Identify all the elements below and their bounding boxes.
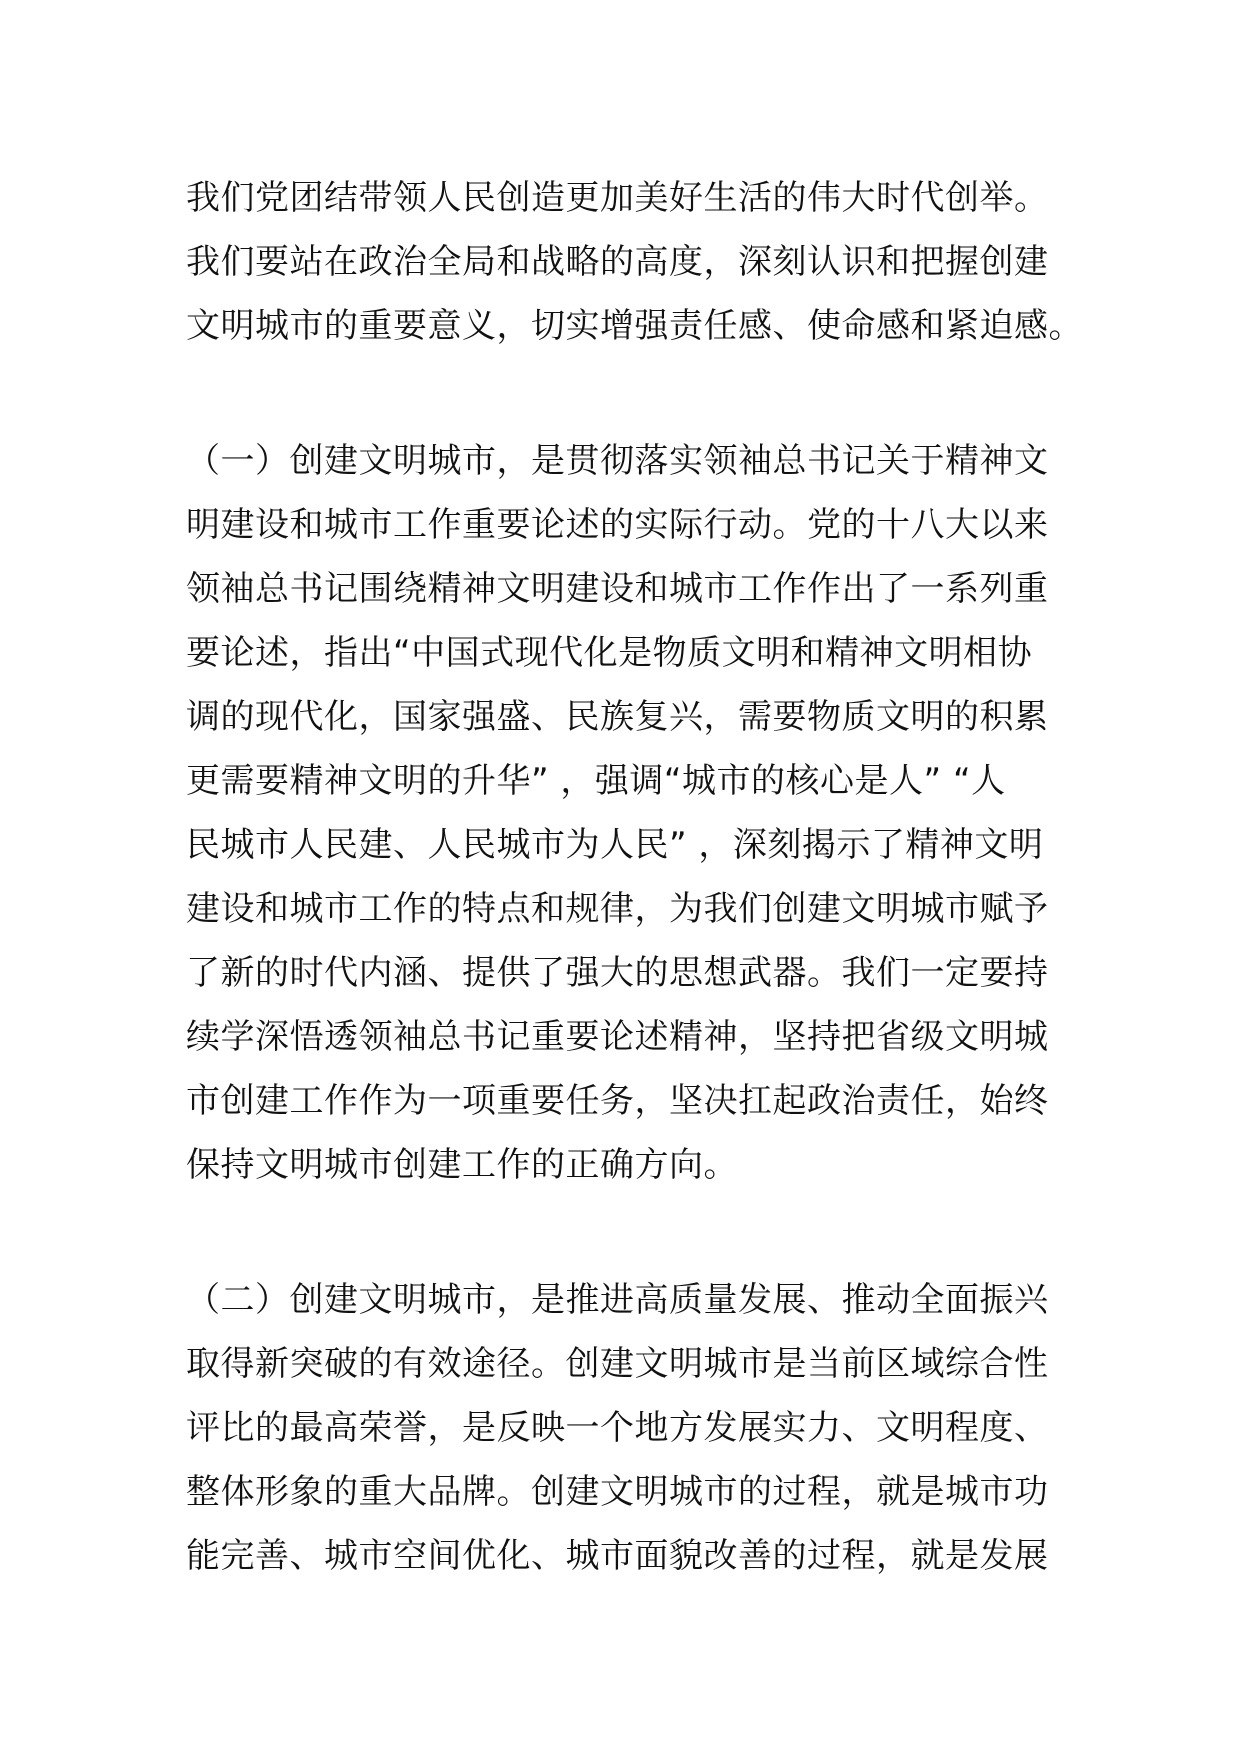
paragraph-gap	[186, 358, 1066, 429]
paragraph-section-1	[186, 429, 1066, 1197]
text-line: 领袖总书记围绕精神文明建设和城市工作作出了一系列重	[186, 569, 1049, 609]
text-line: 明建设和城市工作重要论述的实际行动。党的十八大以来	[186, 505, 1049, 545]
paragraph-gap	[186, 1197, 1066, 1268]
text-line: 能完善、城市空间优化、城市面貌改善的过程，就是发展	[186, 1536, 1049, 1576]
text-line: 评比的最高荣誉，是反映一个地方发展实力、文明程度、	[186, 1408, 1049, 1448]
document-body	[186, 166, 1083, 1588]
text-line: （一）创建文明城市，是贯彻落实领袖总书记关于精神文	[186, 441, 1049, 481]
text-line: （二）创建文明城市，是推进高质量发展、推动全面振兴	[186, 1280, 1049, 1320]
text-line: 续学深悟透领袖总书记重要论述精神，坚持把省级文明城	[186, 1017, 1049, 1057]
text-line: 市创建工作作为一项重要任务，坚决扛起政治责任，始终	[186, 1081, 1049, 1121]
text-line: 更需要精神文明的升华” ，强调“城市的核心是人” “人	[186, 761, 1006, 801]
text-line: 我们党团结带领人民创造更加美好生活的伟大时代创举。	[186, 178, 1049, 218]
text-line: 建设和城市工作的特点和规律，为我们创建文明城市赋予	[186, 889, 1049, 929]
text-line: 整体形象的重大品牌。创建文明城市的过程，就是城市功	[186, 1472, 1049, 1512]
text-line: 调的现代化，国家强盛、民族复兴，需要物质文明的积累	[186, 697, 1049, 737]
paragraph-intro	[186, 166, 1083, 358]
text-line: 民城市人民建、人民城市为人民” ，深刻揭示了精神文明	[186, 825, 1044, 865]
text-line: 要论述，指出“中国式现代化是物质文明和精神文明相协	[186, 633, 1033, 673]
text-line: 取得新突破的有效途径。创建文明城市是当前区域综合性	[186, 1344, 1049, 1384]
text-line: 文明城市的重要意义，切实增强责任感、使命感和紧迫感。	[186, 306, 1083, 346]
text-line: 我们要站在政治全局和战略的高度，深刻认识和把握创建	[186, 242, 1049, 282]
paragraph-section-2	[186, 1268, 1066, 1588]
text-line: 了新的时代内涵、提供了强大的思想武器。我们一定要持	[186, 953, 1049, 993]
text-line: 保持文明城市创建工作的正确方向。	[186, 1145, 738, 1185]
